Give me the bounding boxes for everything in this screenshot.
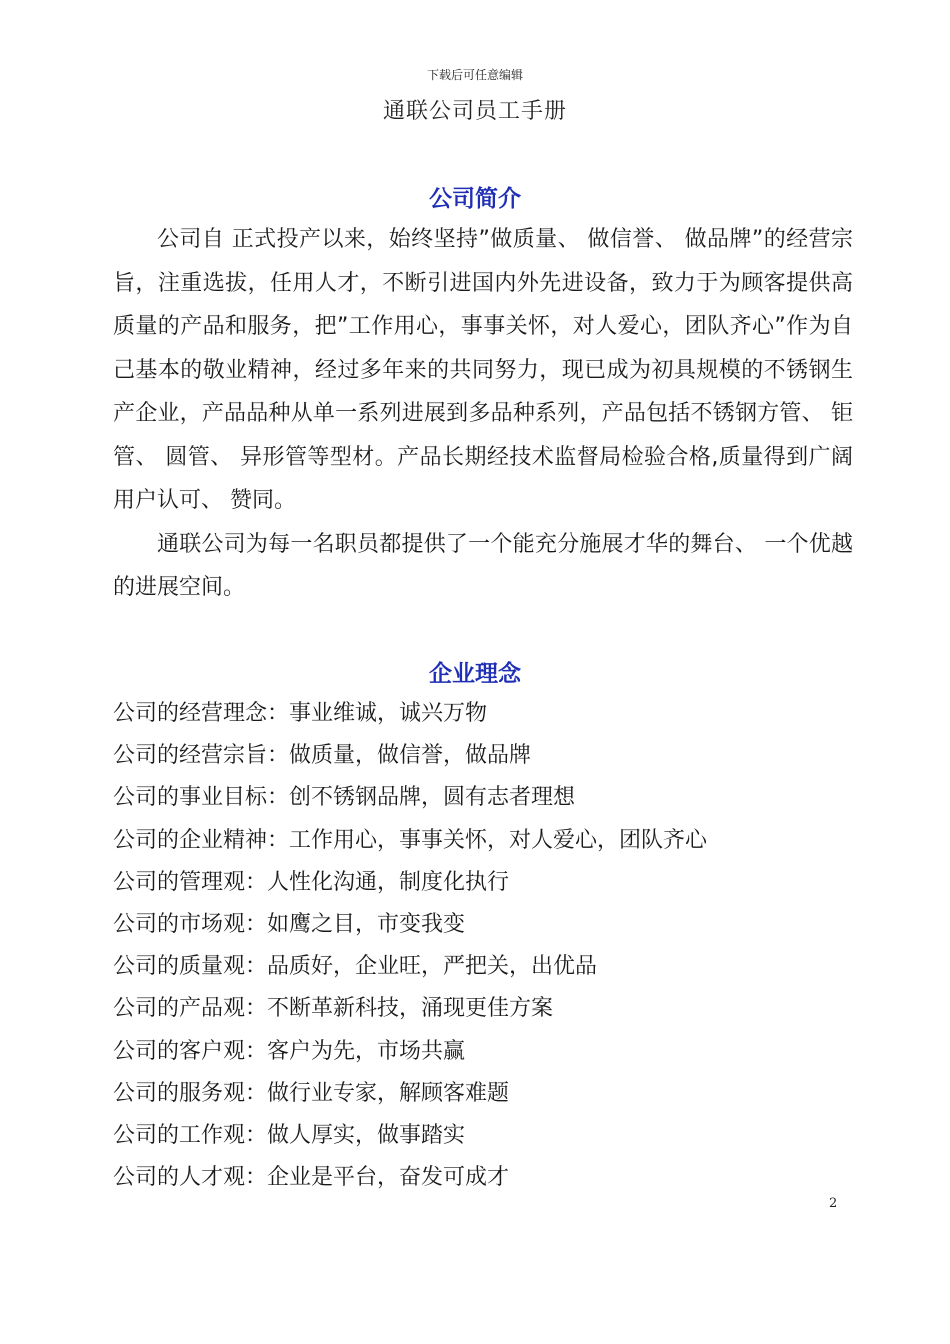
intro-paragraph: 公司自 正式投产以来，始终坚持”做质量、 做信誉、 做品牌”的经营宗旨，注重选拔，任用人才，不断引进国内外先进设备，致力于为顾客提供高质量的产品和服务，把”工作用心，事事关怀，对人爱心，团队齐心”作为自己基本的敬业精神，经过多年来的共同努力，现已成为初具规模的不锈钢生产企业，产品品种从单一系列进展到多品种系列，产品包括不锈钢方管、 钜管、 圆管、 异形管等型材。产品长期经技术监督局检验合格,质量得到广阔用户认可、 赞同。 <box>113 227 853 513</box>
list-item: 公司的产品观：不断革新科技，涌现更佳方案 <box>113 996 554 1022</box>
list-item: 公司的市场观：如鹰之目，市变我变 <box>113 912 466 938</box>
list-item: 公司的服务观：做行业专家，解顾客难题 <box>113 1080 510 1106</box>
list-item: 公司的经营宗旨：做质量，做信誉，做品牌 <box>113 743 532 769</box>
list-item: 公司的经营理念：事业维诚，诚兴万物 <box>113 701 488 726</box>
page-number: 2 <box>829 1196 838 1211</box>
intro-body <box>113 218 853 610</box>
header-note: 下载后可任意编辑 <box>426 68 523 82</box>
philosophy-list <box>113 693 853 1199</box>
document-title: 通联公司员工手册 <box>382 99 567 124</box>
list-item: 公司的管理观：人性化沟通，制度化执行 <box>113 869 510 895</box>
section-title-intro: 公司简介 <box>429 186 521 212</box>
list-item: 公司的企业精神：工作用心，事事关怀，对人爱心，团队齐心 <box>113 827 708 853</box>
list-item: 公司的事业目标：创不锈钢品牌，圆有志者理想 <box>113 785 576 811</box>
list-item: 公司的质量观：品质好，企业旺，严把关，出优品 <box>113 954 598 980</box>
list-item: 公司的人才观：企业是平台，奋发可成才 <box>113 1165 510 1191</box>
section-title-philosophy: 企业理念 <box>429 661 521 687</box>
list-item: 公司的工作观：做人厚实，做事踏实 <box>113 1123 466 1149</box>
list-item: 公司的客户观：客户为先，市场共赢 <box>113 1038 466 1064</box>
intro-paragraph: 通联公司为每一名职员都提供了一个能充分施展才华的舞台、 一个优越的进展空间。 <box>113 531 853 600</box>
